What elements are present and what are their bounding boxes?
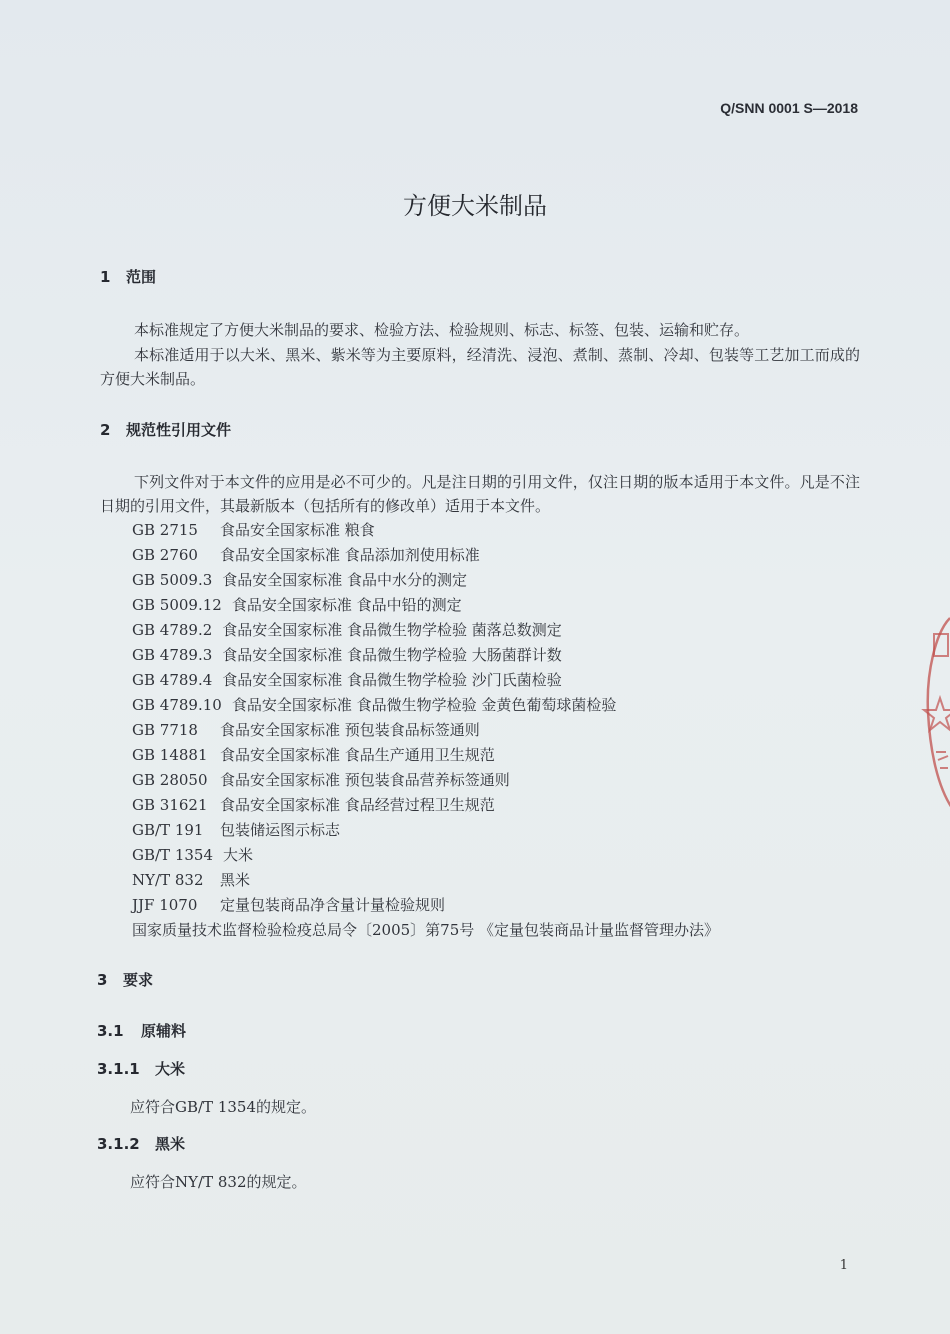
reference-item — [132, 893, 616, 918]
reference-item — [132, 643, 616, 668]
reference-item — [132, 768, 616, 793]
reference-title: 定量包装商品净含量计量检验规则 — [220, 896, 446, 914]
section-title: 原辅料 — [141, 1022, 187, 1040]
reference-code: GB 5009.3 — [132, 571, 213, 589]
document-title: 方便大米制品 — [403, 192, 547, 220]
section-1-heading — [100, 266, 156, 287]
reference-code: JJF 1070 — [132, 896, 198, 914]
section-2-heading — [100, 419, 231, 440]
section-number: 3.1.2 — [97, 1135, 140, 1153]
reference-code: GB 4789.10 — [132, 696, 222, 714]
reference-code: GB 31621 — [132, 796, 208, 814]
section-3-1-1-heading — [97, 1058, 185, 1079]
standard-code: Q/SNN 0001 S—2018 — [720, 100, 858, 116]
reference-item — [132, 718, 616, 743]
reference-title: 食品安全国家标准 预包装食品标签通则 — [220, 721, 480, 739]
reference-title: 食品安全国家标准 食品生产通用卫生规范 — [220, 746, 495, 764]
black-rice-requirement: 应符合NY/T 832的规定。 — [130, 1173, 307, 1191]
reference-title: 食品安全国家标准 食品中水分的测定 — [222, 571, 468, 589]
reference-title: 食品安全国家标准 粮食 — [220, 521, 375, 539]
reference-list — [132, 518, 616, 918]
section-title: 范围 — [126, 268, 157, 286]
section-number: 2 — [100, 421, 111, 439]
reference-item — [132, 668, 616, 693]
reference-code: GB 4789.4 — [132, 671, 213, 689]
reference-item — [132, 618, 616, 643]
reference-item — [132, 843, 616, 868]
reference-item — [132, 518, 616, 543]
section-title: 黑米 — [155, 1135, 186, 1153]
references-intro: 下列文件对于本文件的应用是必不可少的。凡是注日期的引用文件，仅注日期的版本适用于本文件。凡是不注日期的引用文件，其最新版本（包括所有的修改单）适用于本文件。 — [100, 473, 860, 515]
reference-title: 食品安全国家标准 食品微生物学检验 菌落总数测定 — [222, 621, 562, 639]
reference-item — [132, 743, 616, 768]
reference-title: 包装储运图示标志 — [220, 821, 341, 839]
reference-title: 食品安全国家标准 食品中铅的测定 — [231, 596, 462, 614]
reference-code: GB 2760 — [132, 546, 198, 564]
reference-title: 食品安全国家标准 食品经营过程卫生规范 — [220, 796, 495, 814]
reference-code: GB/T 191 — [132, 821, 204, 839]
reference-item — [132, 693, 616, 718]
reference-title: 大米 — [223, 846, 254, 864]
reference-title: 食品安全国家标准 预包装食品营养标签通则 — [220, 771, 510, 789]
page-number: 1 — [839, 1258, 848, 1273]
section-title: 要求 — [123, 971, 154, 989]
reference-item — [132, 568, 616, 593]
reference-item — [132, 793, 616, 818]
reference-title: 食品安全国家标准 食品微生物学检验 沙门氏菌检验 — [222, 671, 562, 689]
seal-stamp-fragment — [916, 612, 950, 812]
decree-reference: 国家质量技术监督检验检疫总局令〔2005〕第75号 《定量包装商品计量监督管理办法》 — [132, 921, 720, 939]
rice-requirement: 应符合GB/T 1354的规定。 — [130, 1098, 317, 1116]
reference-item — [132, 593, 616, 618]
reference-item — [132, 868, 616, 893]
section-number: 3 — [97, 971, 108, 989]
reference-code: NY/T 832 — [132, 871, 204, 889]
section-title: 大米 — [155, 1060, 186, 1078]
section-number: 3.1 — [97, 1022, 124, 1040]
reference-code: GB 4789.3 — [132, 646, 213, 664]
reference-code: GB 4789.2 — [132, 621, 213, 639]
reference-code: GB 5009.12 — [132, 596, 222, 614]
reference-title: 食品安全国家标准 食品微生物学检验 金黄色葡萄球菌检验 — [231, 696, 617, 714]
reference-title: 食品安全国家标准 食品添加剂使用标准 — [220, 546, 480, 564]
reference-code: GB 14881 — [132, 746, 208, 764]
section-3-heading — [97, 969, 153, 990]
reference-code: GB 28050 — [132, 771, 208, 789]
section-3-1-heading — [97, 1020, 186, 1041]
section-number: 3.1.1 — [97, 1060, 140, 1078]
scope-paragraph-1: 本标准规定了方便大米制品的要求、检验方法、检验规则、标志、标签、包装、运输和贮存。 — [134, 321, 750, 339]
reference-title: 黑米 — [220, 871, 251, 889]
reference-item — [132, 818, 616, 843]
reference-code: GB 2715 — [132, 521, 198, 539]
section-3-1-2-heading — [97, 1133, 185, 1154]
scope-paragraph-2: 本标准适用于以大米、黑米、紫米等为主要原料，经清洗、浸泡、煮制、蒸制、冷却、包装等工艺加工而成的方便大米制品。 — [100, 346, 860, 388]
reference-code: GB/T 1354 — [132, 846, 214, 864]
reference-title: 食品安全国家标准 食品微生物学检验 大肠菌群计数 — [222, 646, 562, 664]
section-number: 1 — [100, 268, 111, 286]
reference-code: GB 7718 — [132, 721, 198, 739]
section-title: 规范性引用文件 — [126, 421, 232, 439]
reference-item — [132, 543, 616, 568]
